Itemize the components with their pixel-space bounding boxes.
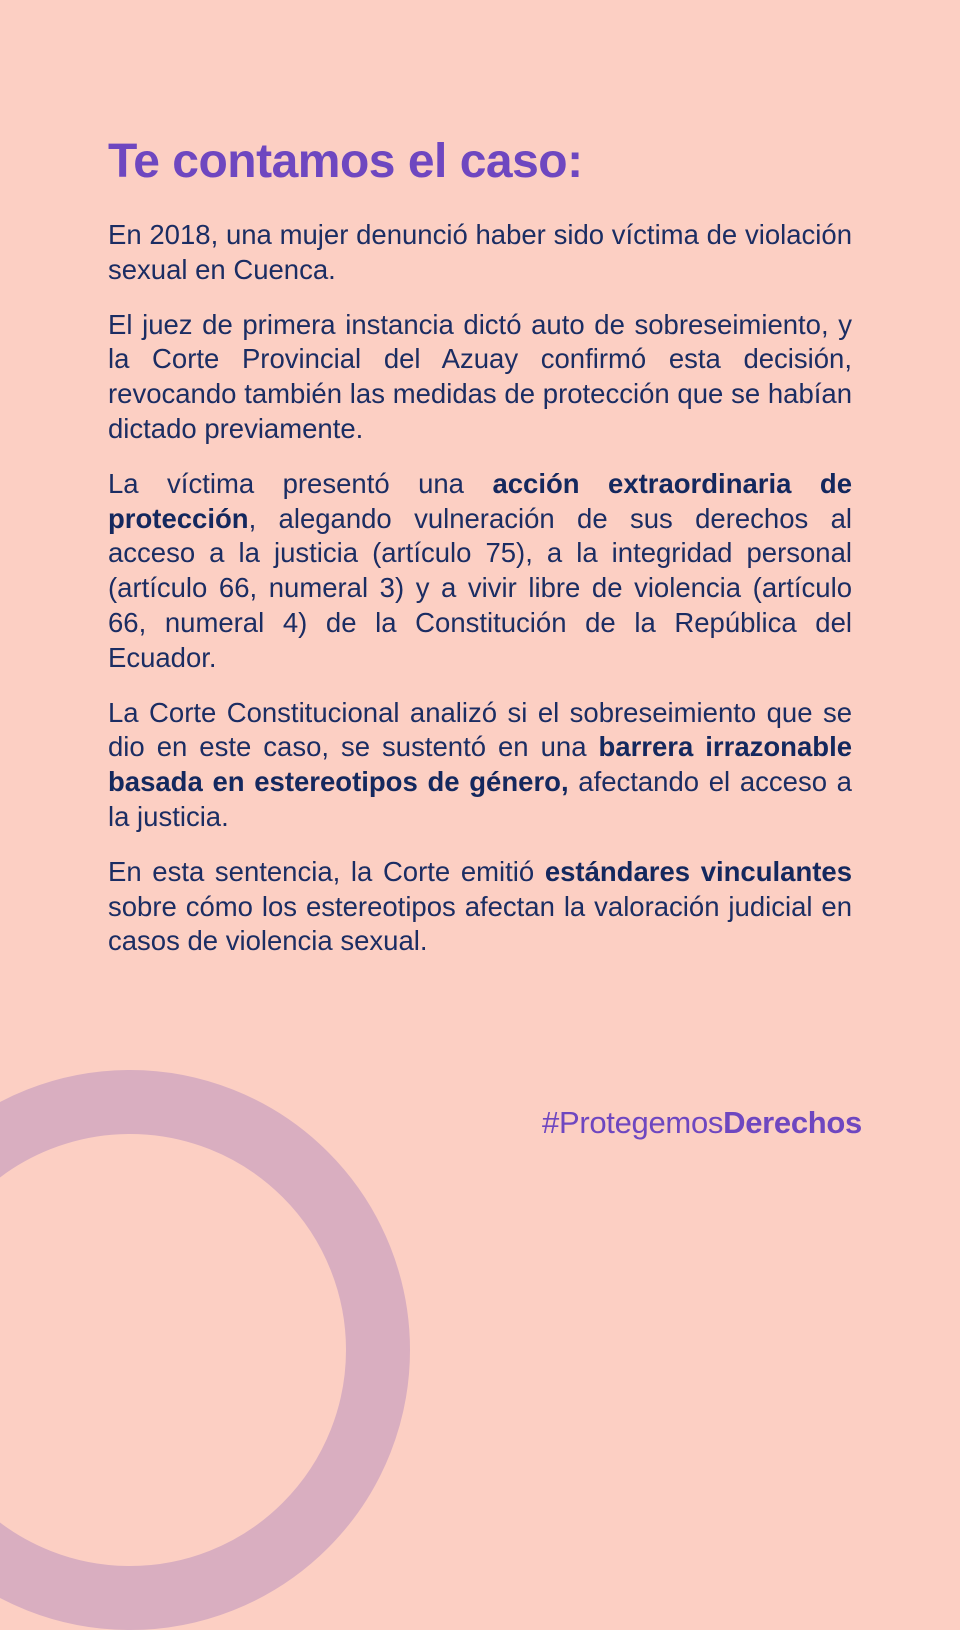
paragraph-1 [108,218,852,288]
hashtag-suffix: Derechos [723,1105,862,1140]
hashtag-prefix: #Protegemos [542,1105,724,1140]
paragraph-3-text-a: La víctima presentó una [108,467,493,499]
paragraph-3-text-b: , alegando vulneración de sus derechos al acceso a la justicia (artículo 75), a la integridad personal (artículo 66, numeral 3) y a vivir libre de violencia (artículo 66, numeral 4) de la Constitución de la República del Ecuador. [108,502,852,673]
paragraph-5-text-b: sobre cómo los estereotipos afectan la valoración judicial en casos de violencia sexual. [108,890,852,957]
page-title: Te contamos el caso: [108,135,583,188]
paragraph-5-text-a: En esta sentencia, la Corte emitió [108,855,545,887]
paragraph-4-text-a: La Corte Constitucional analizó si el sobreseimiento que se dio en este caso, se sustentó en una [108,696,852,763]
paragraph-3 [108,467,852,676]
paragraph-4 [108,696,852,835]
paragraph-2 [108,308,852,447]
paragraph-4-highlight: barrera irrazonable basada en estereotipos de género, [108,731,853,798]
paragraph-2-text: El juez de primera instancia dictó auto de sobreseimiento, y la Corte Provincial del Azuay confirmó esta decisión, revocando también las medidas de protección que se habían dictado previamente. [108,308,852,444]
paragraph-4-text-b: afectando el acceso a la justicia. [108,766,852,832]
paragraph-5-highlight: estándares vinculantes [544,855,852,887]
hashtag [542,1104,862,1142]
case-description [108,218,852,979]
paragraph-3-highlight: acción extraordinaria de protección [108,467,852,534]
decorative-arc [0,1070,410,1630]
paragraph-5 [108,855,852,959]
paragraph-1-text: En 2018, una mujer denunció haber sido víctima de violación sexual en Cuenca. [108,219,852,285]
